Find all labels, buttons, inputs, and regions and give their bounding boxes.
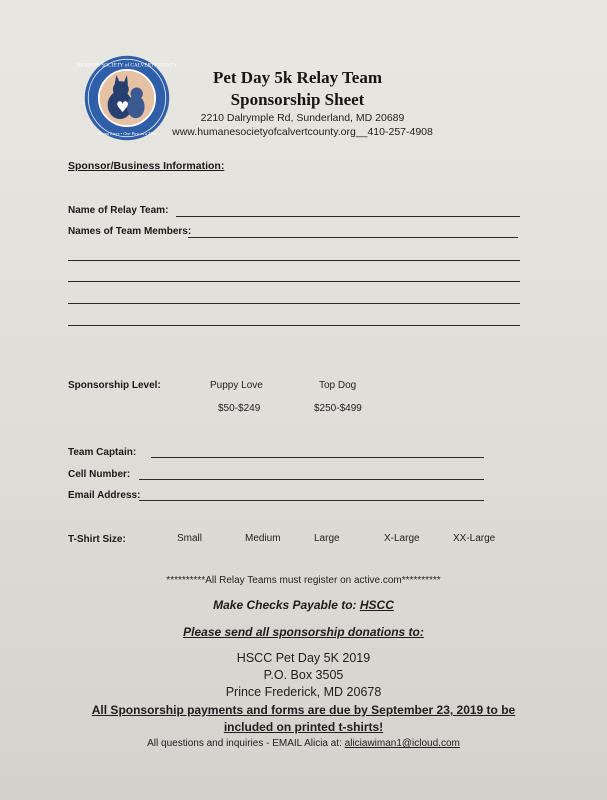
cell-number-line[interactable] <box>139 479 484 480</box>
due-date-line-2: included on printed t-shirts! <box>223 720 384 734</box>
tshirt-size-xx-large[interactable]: XX-Large <box>453 533 496 544</box>
level-puppy-love-range: $50-$249 <box>218 403 261 414</box>
contact-email-link[interactable]: aliciawiman1@icloud.com <box>344 738 460 749</box>
questions-line <box>0 738 607 749</box>
register-note: **********All Relay Teams must register on active.com********** <box>166 575 441 586</box>
sponsorship-level-label: Sponsorship Level: <box>68 380 161 391</box>
sponsor-section-heading: Sponsor/Business Information: <box>68 160 225 172</box>
team-members-line-5[interactable] <box>68 325 520 326</box>
tshirt-size-small[interactable]: Small <box>177 533 203 544</box>
cell-number-label: Cell Number: <box>68 469 131 480</box>
sheet-title-line1: Pet Day 5k Relay Team <box>212 68 383 87</box>
logo-ring-text: HUMANE SOCIETY of CALVERT COUNTY <box>76 62 178 69</box>
questions-prefix: All questions and inquiries - EMAIL Alicia at: <box>147 738 345 749</box>
tshirt-size-large[interactable]: Large <box>314 533 340 544</box>
tshirt-size-medium[interactable]: Medium <box>245 533 281 544</box>
relay-team-label: Name of Relay Team: <box>68 205 169 216</box>
team-members-line-4[interactable] <box>68 303 520 304</box>
team-members-label: Names of Team Members: <box>68 226 192 237</box>
due-date-line-1: All Sponsorship payments and forms are due by September 23, 2019 to be <box>91 703 516 717</box>
relay-team-line[interactable] <box>176 216 520 217</box>
checks-payee: HSCC <box>359 598 394 612</box>
team-members-line-2[interactable] <box>68 260 520 261</box>
header-web-phone: www.humanesocietyofcalvertcounty.org__410-257-4908 <box>172 126 433 138</box>
team-members-line-1[interactable] <box>188 237 518 238</box>
checks-prefix: Make Checks Payable to: <box>213 598 360 612</box>
logo-tagline: Saving Lives • One Paw at a Time <box>97 130 157 136</box>
tshirt-size-x-large[interactable]: X-Large <box>384 533 420 544</box>
tshirt-size-label: T-Shirt Size: <box>68 534 126 545</box>
header-address: 2210 Dalrymple Rd, Sunderland, MD 20689 <box>200 112 405 124</box>
humane-society-logo <box>76 54 178 142</box>
sheet-title-line2: Sponsorship Sheet <box>230 90 365 109</box>
team-members-line-3[interactable] <box>68 281 520 282</box>
checks-payable-line <box>0 598 607 612</box>
level-top-dog-range: $250-$499 <box>314 403 362 414</box>
level-puppy-love-name[interactable]: Puppy Love <box>210 380 263 391</box>
team-captain-label: Team Captain: <box>68 447 137 458</box>
mail-line-3: Prince Frederick, MD 20678 <box>225 685 382 699</box>
team-captain-line[interactable] <box>151 457 484 458</box>
email-address-line[interactable] <box>139 500 484 501</box>
send-donations-heading: Please send all sponsorship donations to: <box>183 625 424 639</box>
mail-line-1: HSCC Pet Day 5K 2019 <box>236 651 371 665</box>
level-top-dog-name[interactable]: Top Dog <box>319 380 357 391</box>
mail-line-2: P.O. Box 3505 <box>263 668 344 682</box>
email-address-label: Email Address: <box>68 490 141 501</box>
